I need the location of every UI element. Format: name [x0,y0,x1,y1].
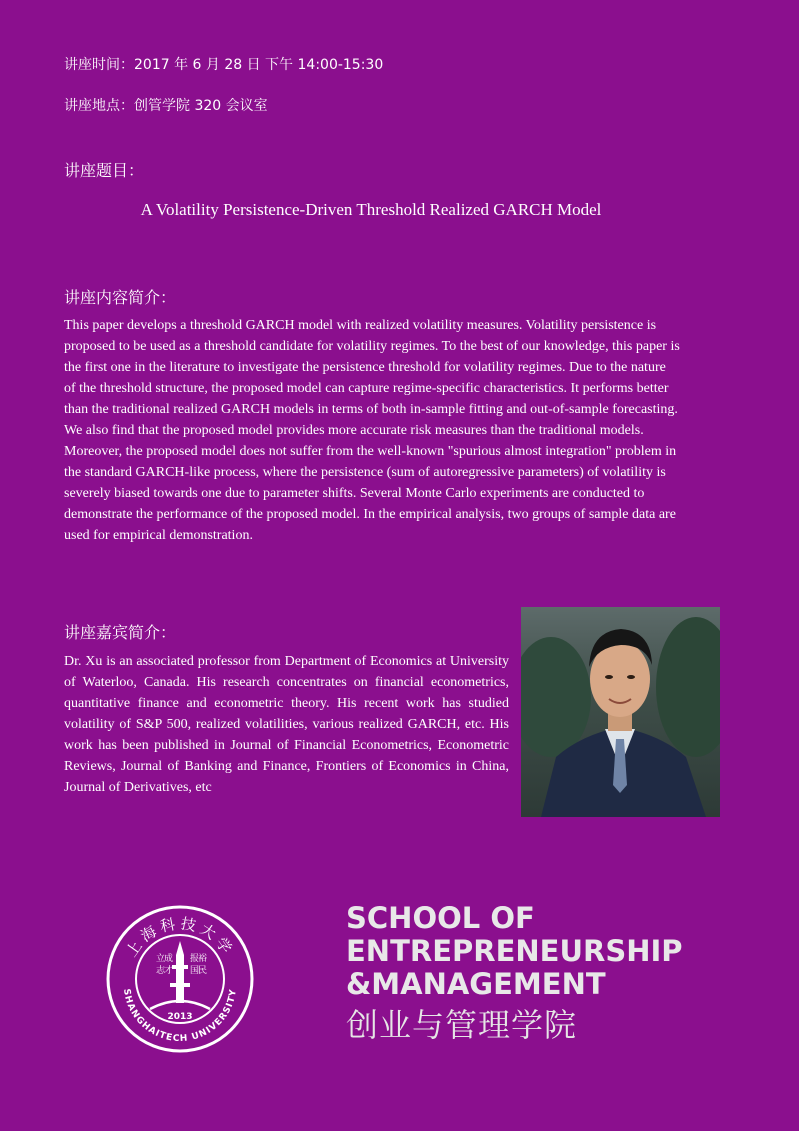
seal-motto-1: 立 [156,954,166,964]
seal-motto-8: 民 [198,966,208,976]
seal-motto-5: 志 [156,966,166,976]
school-line-3: &MANAGEMENT [346,967,606,1001]
shanghaitech-seal [106,905,254,1053]
abstract-text: This paper develops a threshold GARCH model with realized volatility measures. Volatility persistence is proposed to be used as a threshold candidate for volatility regimes. To the best of our knowledge, this paper is the first one in the literature to investigate the persistence threshold for volatility regimes. Due to the nature of the threshold structure, the proposed model can capture regime-specific characteristics. It performs better than the traditional realized GARCH models in terms of both in-sample fitting and out-of-sample forecasting. We also find that the proposed model provides more accurate risk measures than the traditional models. Moreover, the proposed model does not suffer from the well-known "spurious almost integration" problem in the standard GARCH-like process, where the persistence (sum of autoregressive parameters) of volatility is severely biased towards one due to parameter shifts. Several Monte Carlo experiments are conducted to demonstrate the performance of the proposed model. In the empirical analysis, two groups of sample data are used for empirical demonstration. [64,318,680,543]
school-line-2: ENTREPRENEURSHIP [346,934,683,968]
lecture-time: 讲座时间：2017 年 6 月 28 日 下午 14:00-15:30 [64,57,384,73]
lecture-title: A Volatility Persistence-Driven Threshold Realized GARCH Model [140,200,602,219]
school-name-en [346,902,683,1001]
seal-motto-2: 成 [164,954,174,964]
speaker-photo [521,607,720,817]
seal-year: 2013 [167,1012,193,1022]
school-name-cn: 创业与管理学院 [346,1006,578,1044]
seal-bottom-text: SHANGHAITECH UNIVERSITY [121,988,239,1045]
seal-top-text: 上海科技大学 [122,914,238,961]
school-line-1: SCHOOL OF [346,901,535,935]
speaker-bio: Dr. Xu is an associated professor from Department of Economics at University of Waterloo, Canada. His research concentrates on financial econometrics, quantitative finance and econometric theory. His recent work has studied volatility of S&P 500, realized volatilities, various realized GARCH, etc. His work has been published in Journal of Financial Econometrics, Econometric Reviews, Journal of Banking and Finance, Frontiers of Economics in China, Journal of Derivatives, etc [64,654,509,795]
speaker-heading: 讲座嘉宾简介： [64,623,177,642]
lecture-place: 讲座地点：创管学院 320 会议室 [64,98,268,114]
portrait-image [521,607,720,817]
abstract-heading: 讲座内容简介： [64,288,177,307]
seal-motto-6: 才 [164,966,174,976]
seal-motto-7: 国 [190,966,200,976]
topic-heading: 讲座题目： [64,161,145,180]
seal-motto-4: 裕 [198,954,208,964]
seal-motto-3: 报 [190,954,200,964]
